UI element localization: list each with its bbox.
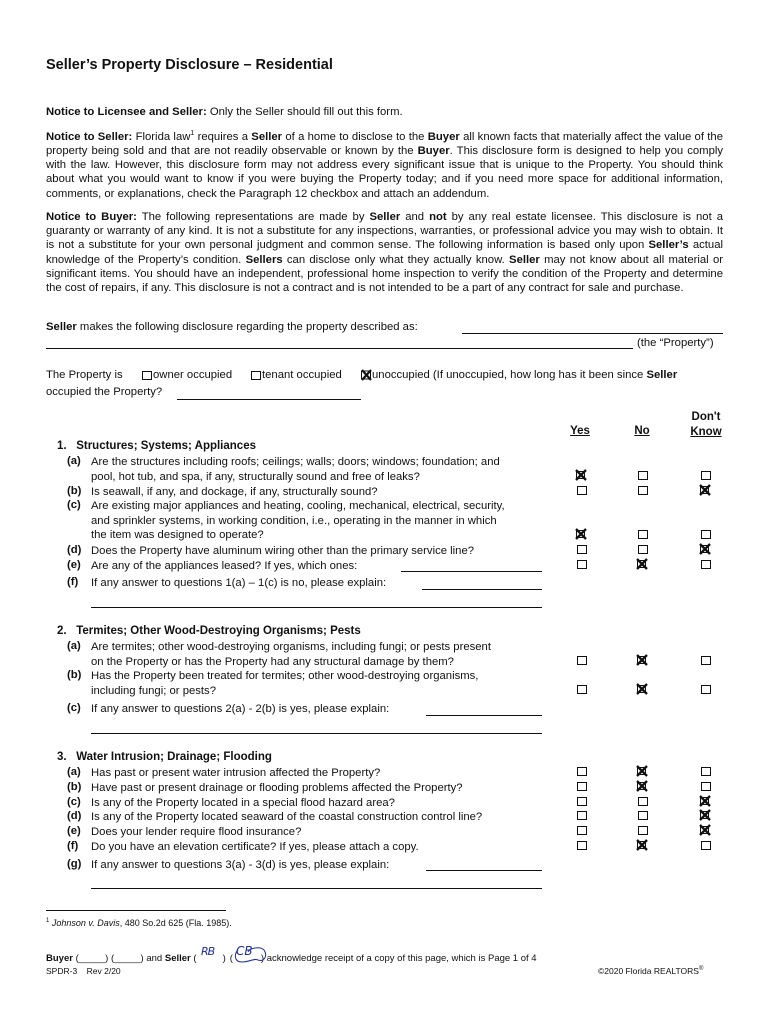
q1b-yes-checkbox[interactable] — [577, 486, 587, 495]
q3d-dont-checkbox-checked[interactable] — [699, 809, 711, 821]
q2c-label: (c) — [67, 702, 81, 714]
q3f-label: (f) — [67, 840, 79, 852]
seller-initials-2[interactable]: CB — [236, 944, 253, 958]
q3e-no-checkbox[interactable] — [638, 826, 648, 835]
q1a-label: (a) — [67, 455, 81, 467]
buyer-initials-2[interactable]: (_____) — [110, 953, 144, 964]
q2c-field-2[interactable] — [91, 733, 542, 734]
q1e-dont-checkbox[interactable] — [701, 560, 711, 569]
q3a-dont-checkbox[interactable] — [701, 767, 711, 776]
acknowledgement-line: Buyer (_____) (_____) and Seller ( ) ( ) acknowledge receipt of a copy of this page, which is Page 1 of 4 — [46, 953, 537, 964]
q1b-dont-checkbox-checked[interactable] — [699, 484, 711, 496]
owner-occupied-label: owner occupied — [153, 369, 233, 381]
q1c-no-checkbox[interactable] — [638, 530, 648, 539]
q3g-text: If any answer to questions 3(a) - 3(d) is yes, please explain: — [91, 859, 390, 871]
q1f-label: (f) — [67, 576, 79, 588]
q1a-no-checkbox[interactable] — [638, 471, 648, 480]
col-no: No — [634, 425, 650, 437]
q3d-label: (d) — [67, 810, 82, 822]
property-description-field[interactable] — [462, 333, 723, 334]
q1d-text: Does the Property have aluminum wiring other than the primary service line? — [91, 545, 475, 557]
q3g-field-2[interactable] — [91, 888, 542, 889]
q3d-yes-checkbox[interactable] — [577, 811, 587, 820]
q1b-text: Is seawall, if any, and dockage, if any, structurally sound? — [91, 486, 378, 498]
q3g-field[interactable] — [426, 870, 542, 871]
q1a-text: Are the structures including roofs; ceilings; walls; doors; windows; foundation; and pool, hot tub, and spa, if any, structurally sound and free of leaks? — [91, 456, 500, 483]
q3c-text: Is any of the Property located in a special flood hazard area? — [91, 797, 395, 809]
col-yes: Yes — [570, 425, 590, 437]
q3f-yes-checkbox[interactable] — [577, 841, 587, 850]
q1c-dont-checkbox[interactable] — [701, 530, 711, 539]
q3e-dont-checkbox-checked[interactable] — [699, 824, 711, 836]
q3b-yes-checkbox[interactable] — [577, 782, 587, 791]
tenant-occupied-label: tenant occupied — [262, 369, 342, 381]
q2c-field[interactable] — [426, 715, 542, 716]
q1e-label: (e) — [67, 559, 81, 571]
tenant-occupied-checkbox[interactable] — [251, 371, 261, 380]
q3e-text: Does your lender require flood insurance? — [91, 826, 302, 838]
q3b-no-checkbox-checked[interactable] — [636, 780, 648, 792]
the-property-label: (the “Property”) — [637, 337, 714, 349]
q3c-yes-checkbox[interactable] — [577, 797, 587, 806]
seller-disclosure-line: Seller makes the following disclosure regarding the property described as: — [46, 321, 418, 333]
q1d-no-checkbox[interactable] — [638, 545, 648, 554]
q3f-no-checkbox-checked[interactable] — [636, 839, 648, 851]
notice-licensee: Notice to Licensee and Seller: Only the Seller should fill out this form. — [46, 106, 403, 118]
q3f-dont-checkbox[interactable] — [701, 841, 711, 850]
q1c-text: Are existing major appliances and heating, cooling, mechanical, electrical, security, and sprinkler systems, in working condition, i.e., operating in the manner in which the item was designed to operate? — [91, 500, 505, 542]
q1c-label: (c) — [67, 499, 81, 511]
buyer-initials-1[interactable]: (_____) — [75, 953, 109, 964]
q3b-dont-checkbox[interactable] — [701, 782, 711, 791]
q1d-yes-checkbox[interactable] — [577, 545, 587, 554]
q2b-text: Has the Property been treated for termites; other wood-destroying organisms, including fungi; or pests? — [91, 670, 479, 697]
q3b-text: Have past or present drainage or flooding problems affected the Property? — [91, 782, 463, 794]
q2a-text: Are termites; other wood-destroying organisms, including fungi; or pests present on the Property or has the Property had any structural damage by them? — [91, 641, 491, 668]
q2c-text: If any answer to questions 2(a) - 2(b) is yes, please explain: — [91, 703, 390, 715]
q1e-field[interactable] — [401, 571, 542, 572]
q2a-label: (a) — [67, 640, 81, 652]
property-description-field-2[interactable] — [46, 348, 633, 349]
q3d-text: Is any of the Property located seaward of the coastal construction control line? — [91, 811, 483, 823]
owner-occupied-checkbox[interactable] — [142, 371, 152, 380]
occupancy-lead: The Property is — [46, 369, 123, 381]
q3b-label: (b) — [67, 781, 82, 793]
q3c-label: (c) — [67, 796, 81, 808]
section-2-title: 2. Termites; Other Wood-Destroying Organisms; Pests — [57, 625, 361, 637]
page-title: Seller’s Property Disclosure – Residential — [46, 57, 333, 73]
notice-buyer: Notice to Buyer: The following representations are made by Seller and not by any real estate licensee. This disclosure is not a guaranty or warranty of any kind. It is not a substitute for any inspections, warranties, or professional advice you may wish to obtain. It is not a substitute for your own personal judgment and common sense. The following information is based only upon Seller’s actual knowledge of the Property’s condition. Sellers can disclose only what they actually know. Seller may not know about all material or significant items. You should have an independent, professional home inspection to verify the condition of the Property and determine the cost of repairs, if any. This disclosure is not a contract and is not intended to be a part of any contract for sale and purchase. — [46, 211, 724, 295]
q2a-no-checkbox-checked[interactable] — [636, 654, 648, 666]
unoccupied-label: unoccupied (If unoccupied, how long has it been since Seller — [372, 369, 678, 381]
q2a-dont-checkbox[interactable] — [701, 656, 711, 665]
footnote: $^1$ Johnson v. Davis, 480 So.2d 625 (Fla. 1985). — [46, 918, 232, 928]
q1b-label: (b) — [67, 485, 82, 497]
q1c-yes-checkbox-checked[interactable] — [575, 528, 587, 540]
q1e-text: Are any of the appliances leased? If yes, which ones: — [91, 560, 358, 572]
q1d-dont-checkbox-checked[interactable] — [699, 543, 711, 555]
col-dont-know: Don't Know — [690, 411, 722, 438]
q1d-label: (d) — [67, 544, 82, 556]
q3a-no-checkbox-checked[interactable] — [636, 765, 648, 777]
q2a-yes-checkbox[interactable] — [577, 656, 587, 665]
notice-seller: Notice to Seller: Florida law$^1$ requires a Seller of a home to disclose to the Buyer all known facts that materially affect the value of the property being sold and that are not readily observable or known by the Buyer. This disclosure form is designed to help you comply with the law. However, this disclosure form may not address every significant issue that is unique to the Property. You should think about what you would want to know if you were buying the Property today; and if you need more space for additional information, comments, or explanations, check the Paragraph 12 checkbox and attach an addendum. — [46, 130, 724, 200]
q1a-dont-checkbox[interactable] — [701, 471, 711, 480]
q1f-text: If any answer to questions 1(a) – 1(c) is no, please explain: — [91, 577, 387, 589]
q3e-label: (e) — [67, 825, 81, 837]
q3f-text: Do you have an elevation certificate? If yes, please attach a copy. — [91, 841, 419, 853]
q2b-yes-checkbox[interactable] — [577, 685, 587, 694]
q3d-no-checkbox[interactable] — [638, 811, 648, 820]
q2b-no-checkbox-checked[interactable] — [636, 683, 648, 695]
q1b-no-checkbox[interactable] — [638, 486, 648, 495]
footnote-rule — [46, 910, 226, 911]
seller-initials-signature — [198, 942, 274, 966]
copyright: ©2020 Florida REALTORS® — [598, 966, 704, 976]
seller-initials-1[interactable]: RB — [201, 945, 215, 958]
q3c-no-checkbox[interactable] — [638, 797, 648, 806]
form-id: SPDR-3 Rev 2/20 — [46, 966, 121, 976]
q3a-label: (a) — [67, 766, 81, 778]
q1a-yes-checkbox-checked[interactable] — [575, 469, 587, 481]
q1e-yes-checkbox[interactable] — [577, 560, 587, 569]
section-3-title: 3. Water Intrusion; Drainage; Flooding — [57, 751, 272, 763]
q3g-label: (g) — [67, 858, 82, 870]
occupied-since-label: occupied the Property? — [46, 386, 163, 398]
q1f-field[interactable] — [422, 589, 542, 590]
q2b-dont-checkbox[interactable] — [701, 685, 711, 694]
occupied-since-field[interactable] — [177, 399, 361, 400]
q3a-text: Has past or present water intrusion affected the Property? — [91, 767, 381, 779]
section-1-title: 1. Structures; Systems; Appliances — [57, 440, 256, 452]
q3a-yes-checkbox[interactable] — [577, 767, 587, 776]
q1f-field-2[interactable] — [91, 607, 542, 608]
q3c-dont-checkbox-checked[interactable] — [699, 795, 711, 807]
q2b-label: (b) — [67, 669, 82, 681]
q3e-yes-checkbox[interactable] — [577, 826, 587, 835]
q1e-no-checkbox-checked[interactable] — [636, 558, 648, 570]
